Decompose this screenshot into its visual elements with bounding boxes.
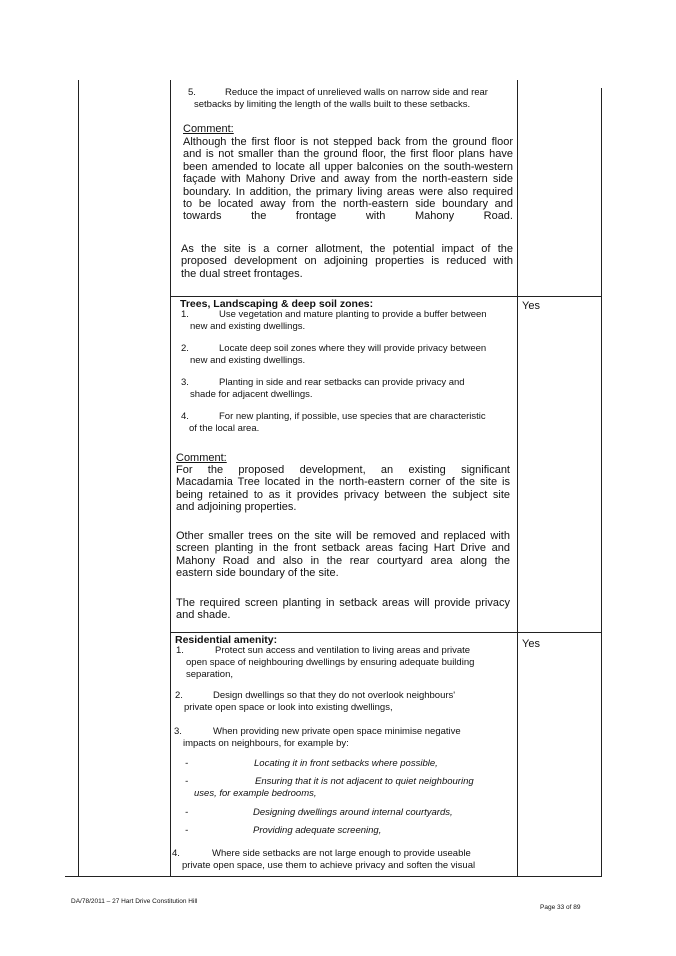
item-text-line: Design dwellings so that they do not overlook neighbours': [213, 690, 456, 701]
bullet-dash: -: [185, 758, 189, 769]
item-number: 1.: [176, 645, 184, 656]
item-number: 2.: [181, 343, 189, 354]
item-text-line: Protect sun access and ventilation to living areas and private: [215, 645, 471, 656]
comment-paragraph: Other smaller trees on the site will be removed and replaced with screen planting in the front setback areas facing Hart Drive and Mahony Road and also in the rear courtyard area along the eastern side boundary of the site.: [176, 530, 510, 580]
item-number: 2.: [175, 690, 183, 701]
footer-reference: DA/78/2011 – 27 Hart Drive Constitution Hill: [71, 898, 198, 905]
compliance-status: Yes: [522, 638, 540, 650]
comment-heading: Comment:: [183, 123, 234, 135]
sub-bullet-text: Ensuring that it is not adjacent to quiet neighbouring: [255, 776, 474, 787]
item-text-line: impacts on neighbours, for example by:: [183, 738, 349, 749]
comment-paragraph: As the site is a corner allotment, the potential impact of the proposed development on adjoining properties is reduced with the dual street frontages.: [181, 243, 513, 280]
item-text-line: Use vegetation and mature planting to provide a buffer between: [219, 309, 487, 320]
item-number: 4.: [172, 848, 180, 859]
item-text-line: Where side setbacks are not large enough to provide useable: [212, 848, 471, 859]
row-divider-2: [170, 632, 602, 633]
item-text-line: shade for adjacent dwellings.: [190, 389, 313, 400]
item-text-line: new and existing dwellings.: [190, 321, 306, 332]
item-text-line: Reduce the impact of unrelieved walls on narrow side and rear: [225, 87, 488, 98]
item-number: 1.: [181, 309, 189, 320]
item-text-line: new and existing dwellings.: [190, 355, 306, 366]
item-number: 3.: [174, 726, 182, 737]
row-heading: Residential amenity:: [175, 634, 278, 646]
compliance-status: Yes: [522, 300, 540, 312]
sub-bullet-text: Designing dwellings around internal courtyards,: [253, 807, 453, 818]
item-text-line: Planting in side and rear setbacks can provide privacy and: [219, 377, 465, 388]
sub-bullet-text: uses, for example bedrooms,: [194, 788, 317, 799]
item-text-line: Locate deep soil zones where they will provide privacy between: [219, 343, 487, 354]
column-divider: [517, 80, 518, 877]
item-number: 3.: [181, 377, 189, 388]
table-right-border: [601, 88, 602, 877]
item-text-line: private open space or look into existing dwellings,: [184, 702, 393, 713]
comment-paragraph: The required screen planting in setback areas will provide privacy and shade.: [176, 597, 510, 622]
comment-paragraph: For the proposed development, an existing significant Macadamia Tree located in the north-eastern corner of the site is being retained to as it provides privacy between the subject site and adjoining properties.: [176, 464, 510, 514]
bullet-dash: -: [185, 776, 189, 787]
bullet-dash: -: [185, 807, 189, 818]
item-text-line: private open space, use them to achieve privacy and soften the visual: [182, 860, 476, 871]
item-text-line: open space of neighbouring dwellings by ensuring adequate building: [186, 657, 475, 668]
sub-bullet-text: Locating it in front setbacks where possible,: [254, 758, 438, 769]
item-text-line: setbacks by limiting the length of the walls built to these setbacks.: [194, 99, 471, 110]
left-margin-rule: [78, 80, 79, 877]
item-text-line: of the local area.: [189, 423, 260, 434]
item-number: 4.: [181, 411, 189, 422]
item-number: 5.: [188, 87, 196, 98]
item-text-line: separation,: [186, 669, 234, 680]
sub-bullet-text: Providing adequate screening,: [253, 825, 382, 836]
row-heading: Trees, Landscaping & deep soil zones:: [180, 298, 374, 310]
row-divider-1: [170, 296, 602, 297]
comment-heading: Comment:: [176, 452, 227, 464]
comment-paragraph: Although the first floor is not stepped back from the ground floor and is not smaller than the ground floor, the first floor plans have been amended to locate all upper balconies on the south-western façade with Mahony Drive and away from the north-eastern side boundary. In addition, the primary living areas were also required to be located away from the north-eastern side boundary and towards the frontage with Mahony Road.: [183, 136, 513, 223]
table-left-border: [170, 80, 171, 877]
table-bottom-border: [65, 876, 602, 877]
page-number: Page 33 of 89: [540, 904, 581, 911]
bullet-dash: -: [185, 825, 189, 836]
item-text-line: When providing new private open space minimise negative: [213, 726, 461, 737]
item-text-line: For new planting, if possible, use species that are characteristic: [219, 411, 486, 422]
